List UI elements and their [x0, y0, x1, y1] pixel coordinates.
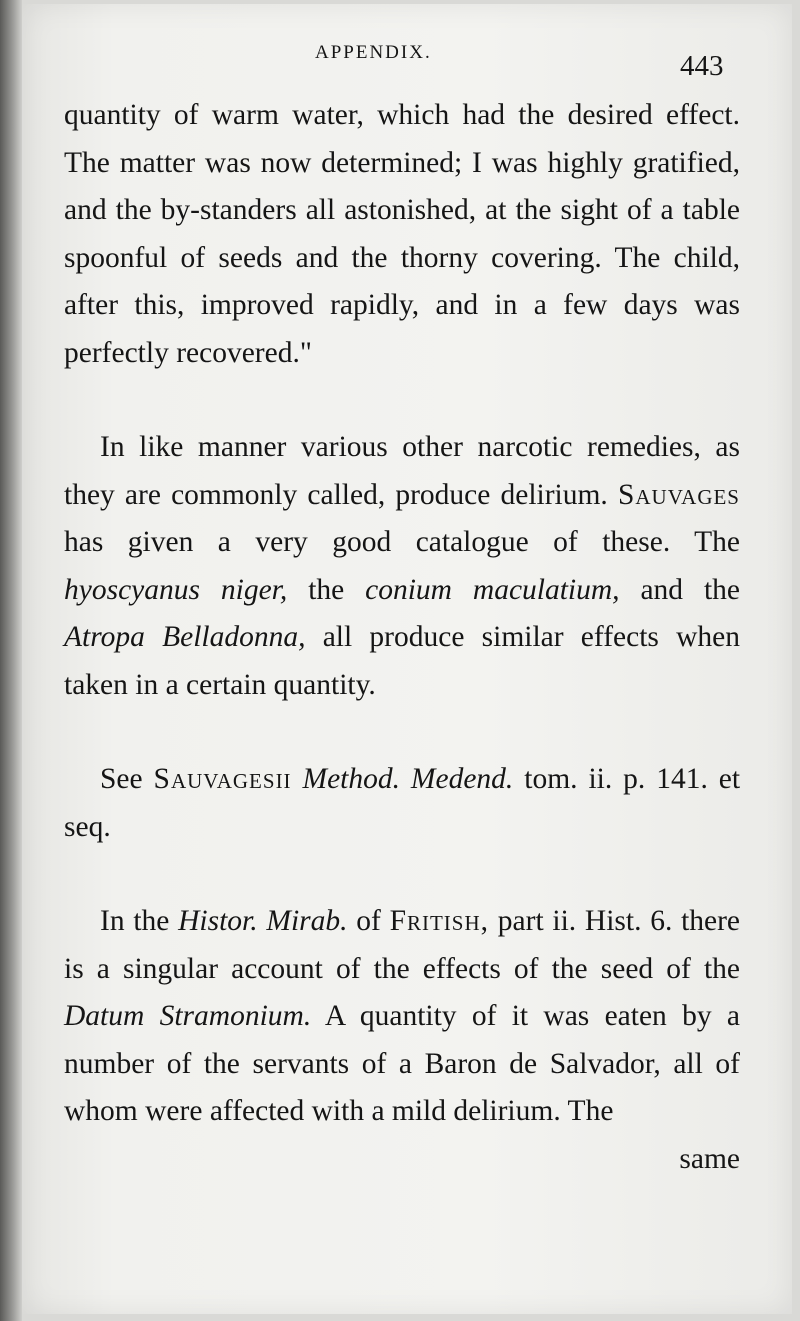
running-head: APPENDIX. [315, 42, 432, 63]
paragraph-4: In the Histor. Mirab. of Fritish, part ii. Hist. 6. there is a singular account of the effects of the seed of the Datum Stramonium. A quantity of it was eaten by a number of the servants of a Baron de Salvador, all of whom were affected with a mild delirium. The [64, 905, 741, 1127]
paragraph-3: See Sauvagesii Method. Medend. tom. ii. p. 141. et seq. [64, 763, 741, 843]
work-title-method: Method. Medend. [302, 763, 514, 795]
page-number: 443 [680, 50, 724, 82]
species-atropa: Atropa Belladonna, [64, 621, 306, 653]
author-fritish: Fritish, [389, 905, 490, 937]
page-header [0, 38, 800, 82]
species-hyoscyamus: hyoscyanus niger, [64, 573, 288, 606]
paragraph-2: In like manner various other narcotic remedies, as they are commonly called, produce delirium. Sauvages has given a very good catalogue of these. The hyoscyanus niger, the conium maculatium, and the Atropa Belladonna, all produce similar effects when taken in a certain quantity. [64, 431, 741, 701]
page-body [64, 92, 740, 1183]
paragraph-1: quantity of warm water, which had the desired effect. The matter was now determined; I was highly gratified, and the by-standers all astonished, at the sight of a table spoonful of seeds and the thorny covering. The child, after this, improved rapidly, and in a few days was perfectly recovered." [64, 99, 740, 369]
species-datum: Datum Stramonium. [64, 1000, 312, 1032]
work-title-histor: Histor. Mirab. [178, 905, 348, 937]
catchword: same [679, 1142, 740, 1175]
species-conium: conium maculatium, [365, 573, 620, 606]
page-edge-shadow [0, 0, 22, 1321]
author-sauvagesii: Sauvagesii [153, 763, 292, 795]
author-sauvages: Sauvages [617, 478, 740, 511]
